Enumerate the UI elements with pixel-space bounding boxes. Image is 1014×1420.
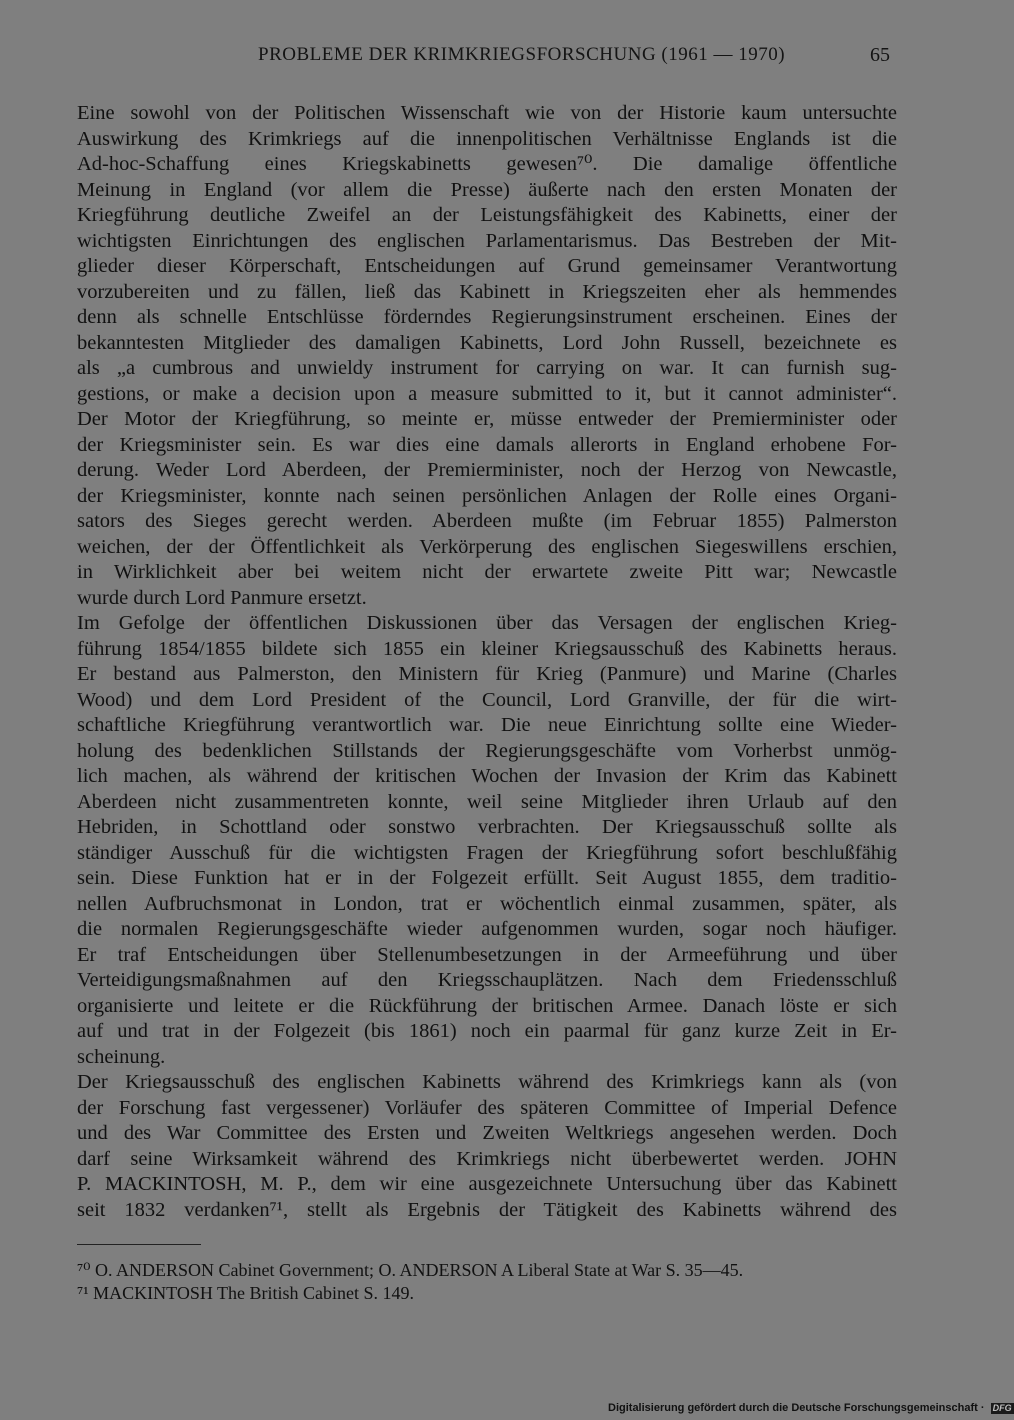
- text-line: Verteidigungsmaßnahmen auf den Kriegsschauplätzen. Nach dem Friedensschluß: [77, 969, 897, 991]
- text-line: der Forschung fast vergessener) Vorläufer des späteren Committee of Imperial Defence: [77, 1096, 897, 1119]
- footnote: ⁷¹ MACKINTOSH The British Cabinet S. 149.: [77, 1283, 415, 1303]
- text-line: Eine sowohl von der Politischen Wissenschaft wie von der Historie kaum untersuchte: [77, 102, 897, 124]
- text-line: lich machen, als während der kritischen Wochen der Invasion der Krim das Kabinett: [77, 765, 897, 787]
- text-line: seit 1832 verdanken⁷¹, stellt als Ergebnis der Tätigkeit des Kabinetts während des: [77, 1198, 897, 1221]
- digitization-credit: [608, 1402, 1014, 1414]
- text-line: Auswirkung des Krimkriegs auf die innenpolitischen Verhältnisse Englands ist die: [77, 127, 897, 150]
- footnotes: [77, 1259, 897, 1305]
- text-line: wichtigsten Einrichtungen des englischen Parlamentarismus. Das Bestreben der Mit-: [77, 229, 897, 252]
- credit-text: Digitalisierung gefördert durch die Deutsche Forschungsgemeinschaft ·: [608, 1402, 985, 1414]
- text-line: sators des Sieges gerecht werden. Aberdeen mußte (im Februar 1855) Palmerston: [77, 510, 897, 532]
- text-line: vorzubereiten und zu fällen, ließ das Kabinett in Kriegszeiten eher als hemmendes: [77, 280, 897, 303]
- text-line: glieder dieser Körperschaft, Entscheidungen auf Grund gemeinsamer Verantwortung: [77, 255, 897, 277]
- dfg-logo: DFG: [992, 1402, 1012, 1413]
- text-line: der Kriegsminister sein. Es war dies eine damals allerorts in England erhobene For-: [77, 433, 897, 456]
- text-line: weichen, der der Öffentlichkeit als Verkörperung des englischen Siegeswillens erschien,: [77, 535, 897, 558]
- text-line: schaftliche Kriegführung verantwortlich war. Die neue Einrichtung sollte eine Wieder-: [77, 714, 897, 736]
- page-number: 65: [870, 44, 890, 66]
- text-line: derung. Weder Lord Aberdeen, der Premierminister, noch der Herzog von Newcastle,: [77, 459, 897, 481]
- text-line: gestions, or make a decision upon a measure submitted to it, but it cannot administer“.: [77, 382, 897, 405]
- text-line: Im Gefolge der öffentlichen Diskussionen über das Versagen der englischen Krieg-: [77, 612, 897, 634]
- text-line: organisierte und leitete er die Rückführung der britischen Armee. Danach löste er sich: [77, 994, 897, 1017]
- text-line: Hebriden, in Schottland oder sonstwo verbrachten. Der Kriegsausschuß sollte als: [77, 816, 897, 838]
- text-line: Ad-hoc-Schaffung eines Kriegskabinetts gewesen⁷⁰. Die damalige öffentliche: [77, 153, 897, 175]
- text-line: sein. Diese Funktion hat er in der Folgezeit erfüllt. Seit August 1855, dem traditio-: [77, 867, 897, 889]
- running-header: PROBLEME DER KRIMKRIEGSFORSCHUNG (1961 — 1970): [258, 44, 786, 65]
- text-line: wurde durch Lord Panmure ersetzt.: [77, 586, 367, 609]
- text-line: scheinung.: [77, 1045, 166, 1068]
- text-line: die normalen Regierungsgeschäfte wieder aufgenommen wurden, sogar noch häufiger.: [77, 918, 897, 940]
- text-line: Er bestand aus Palmerston, den Ministern für Krieg (Panmure) und Marine (Charles: [77, 663, 897, 685]
- footnote: ⁷⁰ O. ANDERSON Cabinet Government; O. ANDERSON A Liberal State at War S. 35—45.: [77, 1260, 744, 1280]
- text-line: als „a cumbrous and unwieldy instrument for carrying on war. It can furnish sug-: [77, 357, 897, 379]
- text-line: nellen Aufbruchsmonat in London, trat er wöchentlich einmal zusammen, später, als: [77, 892, 897, 915]
- text-line: denn als schnelle Entschlüsse förderndes Regierungsinstrument erscheinen. Eines der: [77, 306, 897, 328]
- text-line: holung des bedenklichen Stillstands der Regierungsgeschäfte vom Vorherbst unmög-: [77, 739, 897, 762]
- text-line: Aberdeen nicht zusammentreten konnte, weil seine Mitglieder ihren Urlaub auf den: [77, 790, 897, 813]
- text-line: auf und trat in der Folgezeit (bis 1861) noch ein paarmal für ganz kurze Zeit in Er-: [77, 1020, 897, 1042]
- text-line: ständiger Ausschuß für die wichtigsten Fragen der Kriegführung sofort beschlußfähig: [77, 841, 897, 864]
- text-line: Meinung in England (vor allem die Presse) äußerte nach den ersten Monaten der: [77, 178, 897, 201]
- text-line: Er traf Entscheidungen über Stellenumbesetzungen in der Armeeführung und über: [77, 943, 897, 966]
- text-line: der Kriegsminister, konnte nach seinen persönlichen Anlagen der Rolle eines Organi-: [77, 484, 897, 507]
- text-line: Wood) und dem Lord President of the Council, Lord Granville, der für die wirt-: [77, 688, 897, 711]
- text-line: in Wirklichkeit aber bei weitem nicht der erwartete zweite Pitt war; Newcastle: [77, 561, 897, 583]
- text-line: darf seine Wirksamkeit während des Krimkriegs nicht überbewertet werden. JOHN: [77, 1147, 897, 1170]
- text-line: Kriegführung deutliche Zweifel an der Leistungsfähigkeit des Kabinetts, einer der: [77, 204, 897, 226]
- text-line: P. MACKINTOSH, M. P., dem wir eine ausgezeichnete Untersuchung über das Kabinett: [77, 1173, 897, 1195]
- text-line: bekanntesten Mitglieder des damaligen Kabinetts, Lord John Russell, bezeichnete es: [77, 331, 897, 354]
- text-line: Der Kriegsausschuß des englischen Kabinetts während des Krimkriegs kann als (von: [77, 1071, 897, 1093]
- text-line: und des War Committee des Ersten und Zweiten Weltkriegs angesehen werden. Doch: [77, 1122, 897, 1144]
- text-line: führung 1854/1855 bildete sich 1855 ein kleiner Kriegsausschuß des Kabinetts heraus.: [77, 637, 897, 660]
- text-line: Der Motor der Kriegführung, so meinte er, müsse entweder der Premierminister oder: [77, 408, 897, 430]
- body-text: [77, 101, 897, 1223]
- footnote-rule: [77, 1244, 201, 1245]
